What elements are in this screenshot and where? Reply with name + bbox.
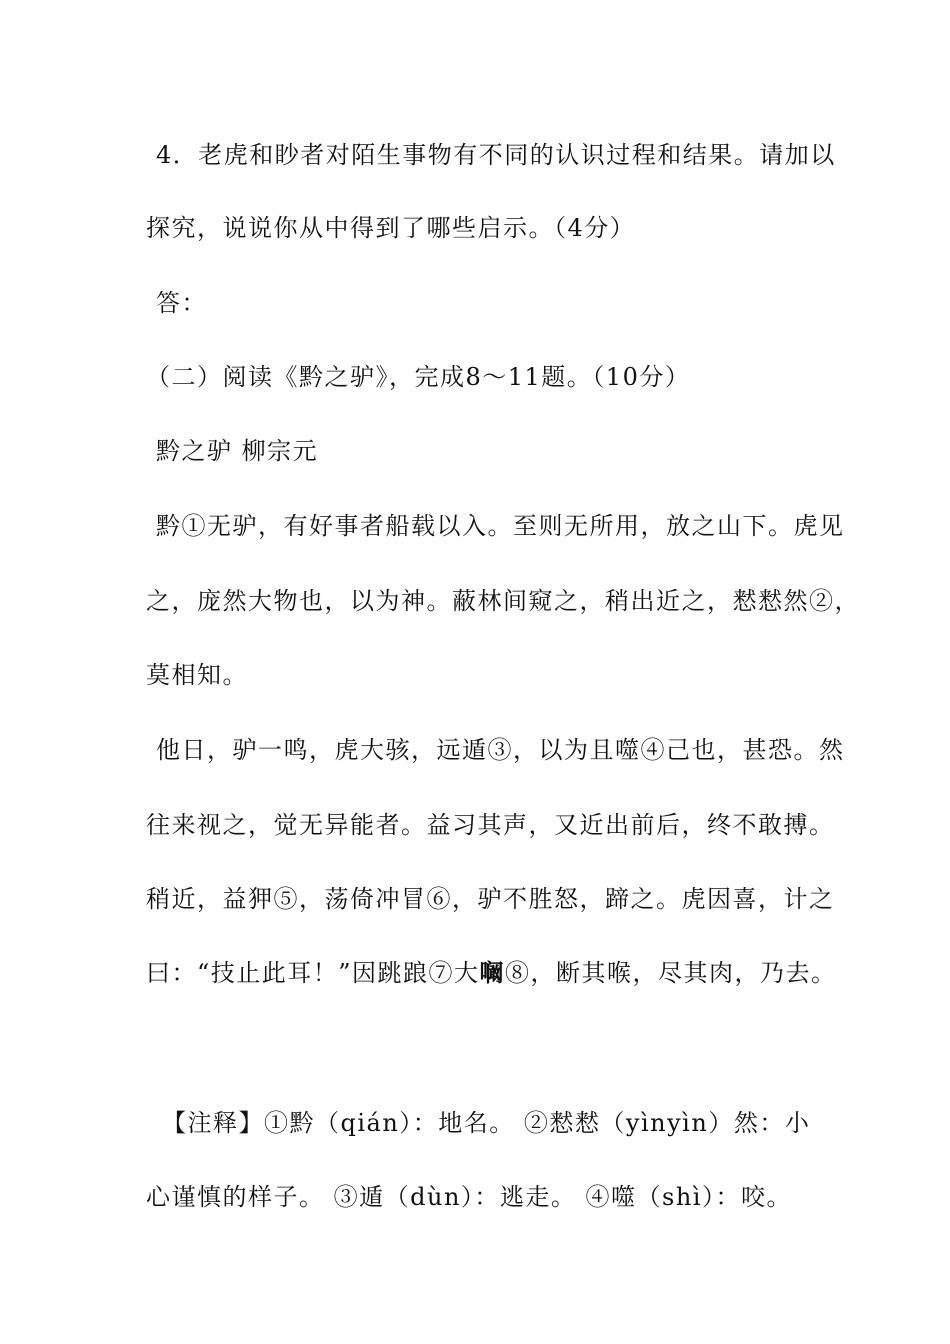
passage-p1-line-2: 之，庞然大物也，以为神。蔽林间窥之，稍出近之，慭慭然②， [146, 587, 860, 615]
passage-p2-line-4-start: 曰：“技止此耳！”因跳踉⑦大 [146, 959, 480, 987]
passage-p2-line-4 [146, 958, 837, 988]
passage-bold-character: 㘎 [479, 958, 506, 987]
question-4-line-1: 4．老虎和眇者对陌生事物有不同的认识过程和结果。请加以 [156, 141, 836, 169]
passage-p2-line-1: 他日，驴一鸣，虎大骇，远遁③，以为且噬④己也，甚恐。然 [156, 736, 845, 764]
passage-p1-line-1: 黔①无驴，有好事者船载以入。至则无所用，放之山下。虎见 [156, 512, 845, 540]
passage-p2-line-3: 稍近，益狎⑤，荡倚冲冒⑥，驴不胜怒，蹄之。虎因喜，计之 [146, 885, 835, 913]
notes-line-1: 【注释】①黔（qián）：地名。 ②慭慭（yìnyìn）然：小 [162, 1109, 811, 1137]
question-4-line-2: 探究，说说你从中得到了哪些启示。（4分） [146, 214, 636, 242]
passage-title-author: 黔之驴 柳宗元 [156, 437, 319, 465]
section-2-heading: （二）阅读《黔之驴》，完成8～11题。（10分） [146, 363, 691, 391]
answer-label: 答： [156, 289, 207, 317]
notes-line-2: 心谨慎的样子。 ③遁（dùn）：逃走。 ④噬（shì）：咬。 [146, 1183, 792, 1211]
passage-p2-line-4-end: ⑧，断其喉，尽其肉，乃去。 [505, 959, 837, 987]
passage-p2-line-2: 往来视之，觉无异能者。益习其声，又近出前后，终不敢搏。 [146, 811, 835, 839]
passage-p1-line-3: 莫相知。 [146, 661, 248, 689]
